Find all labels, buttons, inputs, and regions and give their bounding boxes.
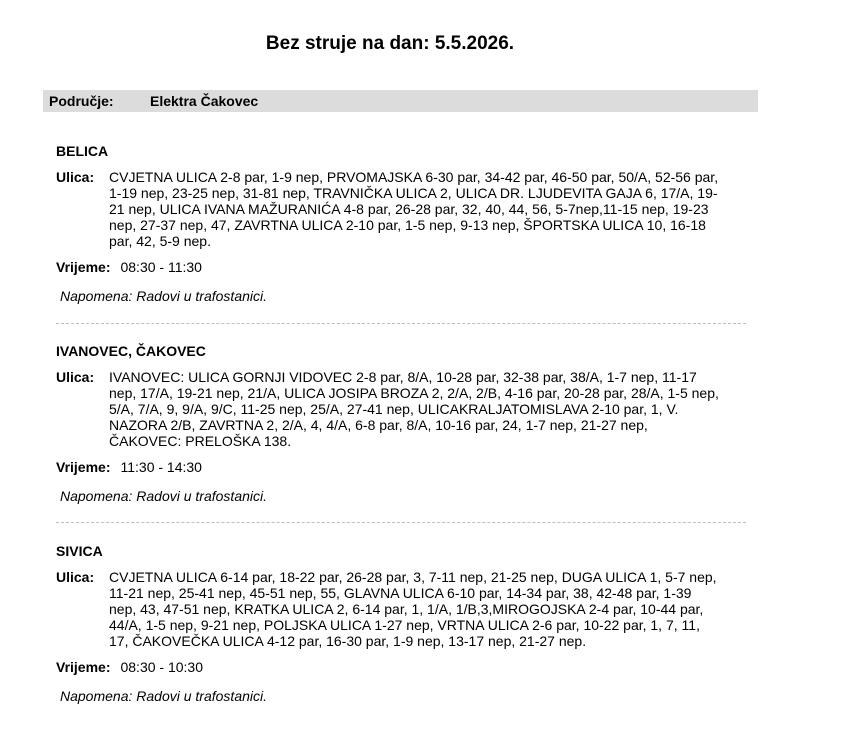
street-label: Ulica:	[56, 169, 95, 185]
time-value: 08:30 - 11:30	[120, 259, 202, 275]
time-label: Vrijeme:	[56, 259, 111, 275]
time-value: 11:30 - 14:30	[120, 459, 202, 475]
time-value: 08:30 - 10:30	[120, 659, 203, 675]
page-title: Bez struje na dan: 5.5.2026.	[265, 33, 515, 54]
outage-section-sivica	[56, 543, 756, 704]
street-list: CVJETNA ULICA 6-14 par, 18-22 par, 26-28 par, 3, 7-11 nep, 21-25 nep, DUGA ULICA 1, 5-7 nep, 11-21 nep, 25-41 nep, 45-51 nep, 55, GLAVNA ULICA 6-10 par, 14-34 par, 38, 42-48 par, 1-39 nep, 43, 47-51 nep, KRATKA ULICA 2, 6-14 par, 1, 1/A, 1/B,3,MIROGOJSKA 2-4 par, 10-44 par, 44/A, 1-5 nep, 9-21 nep, POLJSKA ULICA 1-27 nep, VRTNA ULICA 2-6 par, 10-22 par, 1, 7, 11, 17, ČAKOVEČKA ULICA 4-12 par, 16-30 par, 1-9 nep, 13-17 nep, 21-27 nep.	[109, 569, 717, 649]
section-divider	[56, 323, 746, 324]
area-value: Elektra Čakovec	[150, 93, 259, 109]
time-label: Vrijeme:	[56, 459, 111, 475]
area-bar	[43, 90, 758, 112]
time-row	[56, 259, 756, 275]
time-label: Vrijeme:	[56, 659, 111, 675]
time-row	[56, 659, 756, 675]
street-list: CVJETNA ULICA 2-8 par, 1-9 nep, PRVOMAJSKA 6-30 par, 34-42 par, 46-50 par, 50/A, 52-56 par, 1-19 nep, 23-25 nep, 31-81 nep, TRAVNIČKA ULICA 2, ULICA DR. LJUDEVITA GAJA 6, 17/A, 19-21 nep, ULICA IVANA MAŽURANIĆA 4-8 par, 26-28 par, 32, 40, 44, 56, 5-7nep,11-15 nep, 19-23 nep, 27-37 nep, 47, ZAVRTNA ULICA 2-10 par, 1-5 nep, 9-13 nep, ŠPORTSKA ULICA 10, 16-18 par, 42, 5-9 nep.	[109, 169, 719, 249]
street-row	[56, 169, 756, 249]
outage-section-belica	[56, 143, 756, 304]
note-text: Napomena: Radovi u trafostanici.	[60, 688, 267, 704]
outage-section-ivanovec	[56, 343, 756, 504]
street-row	[56, 569, 756, 649]
street-label: Ulica:	[56, 569, 95, 585]
street-label: Ulica:	[56, 369, 95, 385]
street-row	[56, 369, 756, 449]
section-divider	[56, 522, 746, 523]
place-name: SIVICA	[56, 543, 103, 559]
note-text: Napomena: Radovi u trafostanici.	[60, 488, 267, 504]
area-label: Područje:	[49, 93, 114, 109]
street-list: IVANOVEC: ULICA GORNJI VIDOVEC 2-8 par, 8/A, 10-28 par, 32-38 par, 38/A, 1-7 nep, 11-17 nep, 17/A, 19-21 nep, 21/A, ULICA JOSIPA BROZA 2, 2/A, 2/B, 4-16 par, 20-28 par, 28/A, 1-5 nep, 5/A, 7/A, 9, 9/A, 9/C, 11-25 nep, 25/A, 27-41 nep, ULICAKRALJATOMISLAVA 2-10 par, 1, V. NAZORA 2/B, ZAVRTNA 2, 2/A, 4, 4/A, 6-8 par, 8/A, 10-16 par, 24, 1-7 nep, 21-27 nep, ČAKOVEC: PRELOŠKA 138.	[109, 369, 719, 449]
place-name: BELICA	[56, 143, 109, 159]
time-row	[56, 459, 756, 475]
place-name: IVANOVEC, ČAKOVEC	[56, 343, 206, 359]
note-text: Napomena: Radovi u trafostanici.	[60, 288, 267, 304]
